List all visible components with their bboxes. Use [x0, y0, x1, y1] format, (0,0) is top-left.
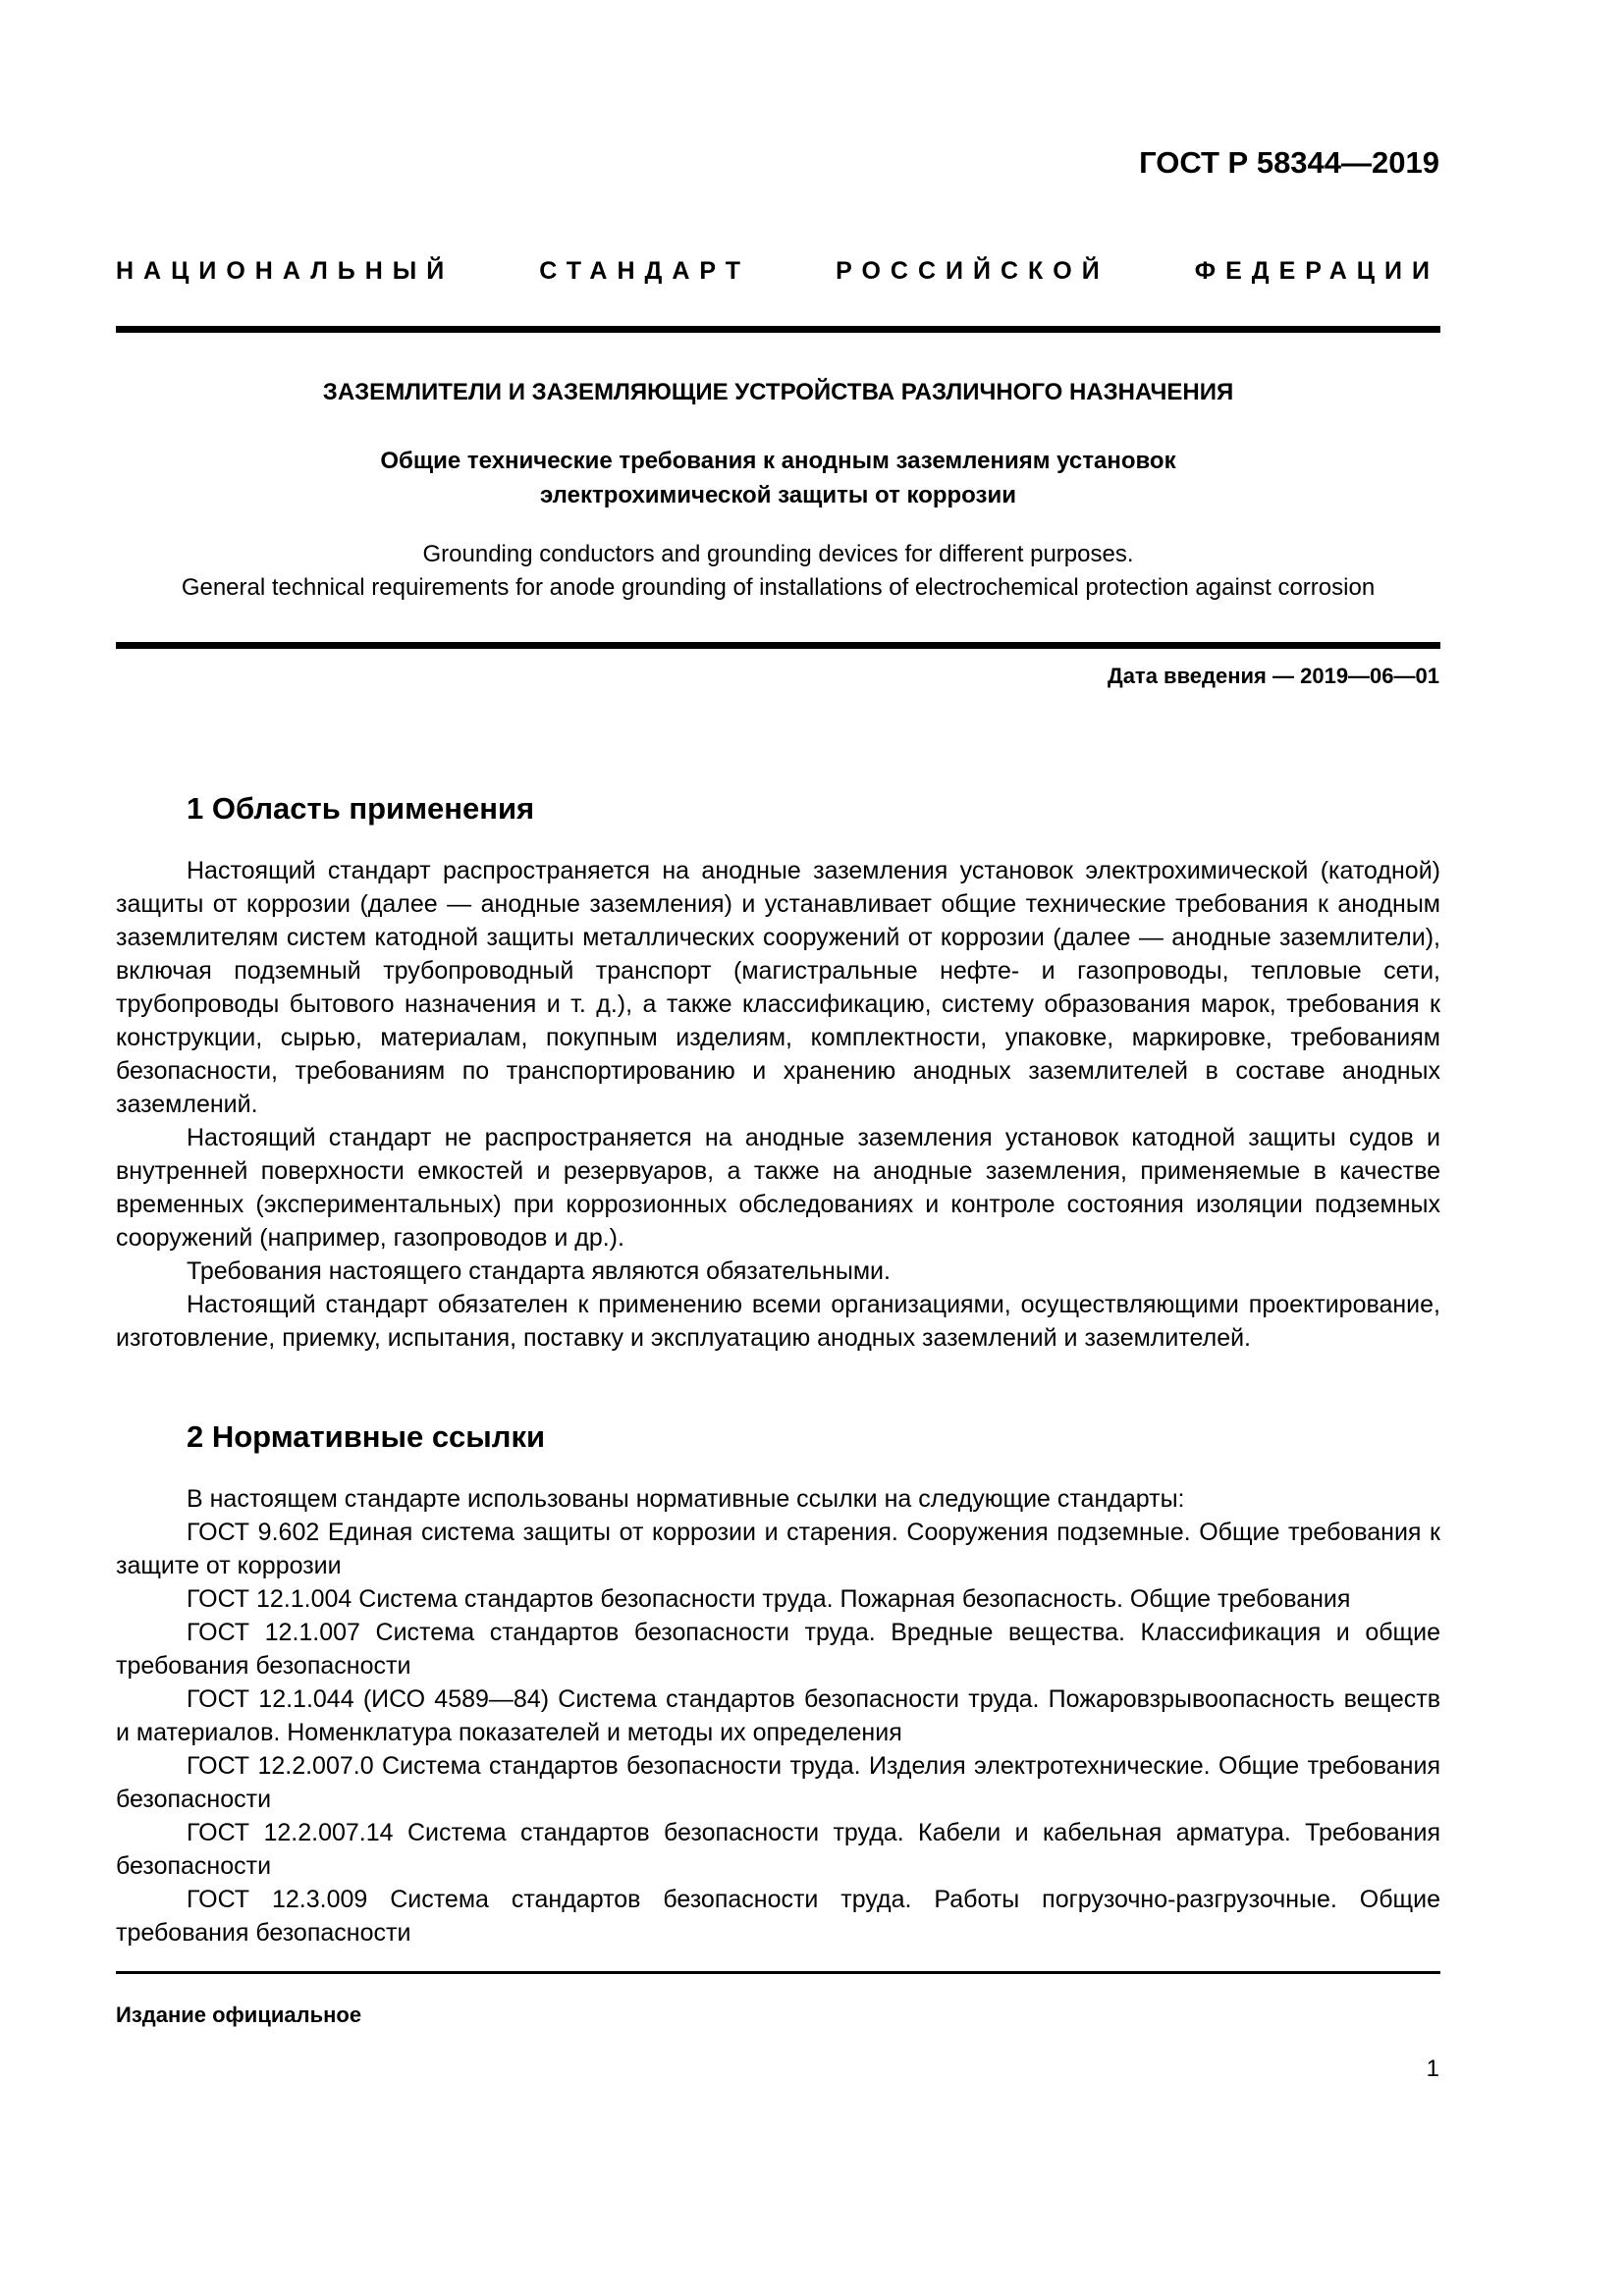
national-standard-banner: НАЦИОНАЛЬНЫЙ СТАНДАРТ РОССИЙСКОЙ ФЕДЕРАЦИИ: [116, 257, 1439, 285]
introduction-date: Дата введения — 2019—06—01: [1108, 664, 1439, 688]
english-title-line-2: General technical requirements for anode grounding of installations of electrochemical protection against corrosion: [181, 574, 1376, 601]
subtitle-line-1: Общие технические требования к анодным заземлениям установок: [380, 448, 1176, 474]
standard-code: ГОСТ Р 58344—2019: [1139, 145, 1439, 180]
normative-reference: ГОСТ 12.2.007.14 Система стандартов безопасности труда. Кабели и кабельная арматура. Требования безопасности: [116, 1819, 1440, 1880]
english-title: [116, 538, 1440, 605]
section-2-intro: В настоящем стандарте использованы нормативные ссылки на следующие стандарты:: [187, 1485, 1185, 1513]
subtitle-line-2: электрохимической защиты от коррозии: [540, 482, 1016, 508]
title-rule: [116, 642, 1440, 649]
section-1-heading: 1 Область применения: [187, 791, 535, 826]
header-rule: [116, 326, 1440, 333]
document-title: ЗАЗЕМЛИТЕЛИ И ЗАЗЕМЛЯЮЩИЕ УСТРОЙСТВА РАЗЛИЧНОГО НАЗНАЧЕНИЯ: [322, 379, 1234, 405]
section-1-paragraph-2: Настоящий стандарт не распространяется на анодные заземления установок катодной защиты судов и внутренней поверхности емкостей и резервуаров, а также на анодные заземления, применяемые в качестве временных (экспериментальных) при коррозионных обследованиях и контроле состояния изоляции подземных сооружений (например, газопроводов и др.).: [116, 1124, 1440, 1252]
normative-reference: ГОСТ 12.1.004 Система стандартов безопасности труда. Пожарная безопасность. Общие требования: [187, 1585, 1351, 1613]
page-number: 1: [1426, 2056, 1439, 2082]
normative-reference: ГОСТ 12.1.007 Система стандартов безопасности труда. Вредные вещества. Классификация и общие требования безопасности: [116, 1619, 1440, 1680]
normative-reference: ГОСТ 12.1.044 (ИСО 4589—84) Система стандартов безопасности труда. Пожаровзрывоопасность веществ и материалов. Номенклатура показателей и методы их определения: [116, 1685, 1440, 1746]
section-1-body: [116, 854, 1440, 1355]
normative-reference: ГОСТ 9.602 Единая система защиты от коррозии и старения. Сооружения подземные. Общие требования к защите от коррозии: [116, 1519, 1440, 1579]
normative-reference: ГОСТ 12.3.009 Система стандартов безопасности труда. Работы погрузочно-разгрузочные. Общие требования безопасности: [116, 1886, 1440, 1947]
section-1-paragraph-3: Требования настоящего стандарта являются обязательными.: [187, 1257, 891, 1285]
section-2-body: [116, 1482, 1440, 1949]
footer-rule: [116, 1971, 1440, 1974]
document-subtitle: [116, 444, 1440, 512]
section-1-paragraph-1: Настоящий стандарт распространяется на анодные заземления установок электрохимической (катодной) защиты от коррозии (далее — анодные заземления) и устанавливает общие технические требования к анодным заземлителям систем катодной защиты металлических сооружений от коррозии (далее — анодные заземлители), включая подземный трубопроводный транспорт (магистральные нефте- и газопроводы, тепловые сети, трубопроводы бытового назначения и т. д.), а также классификацию, систему образования марок, требования к конструкции, сырью, материалам, покупным изделиям, комплектности, упаковке, маркировке, требованиям безопасности, требованиям по транспортированию и хранению анодных заземлителей в составе анодных заземлений.: [116, 857, 1440, 1118]
section-1-paragraph-4: Настоящий стандарт обязателен к применению всеми организациями, осуществляющими проектирование, изготовление, приемку, испытания, поставку и эксплуатацию анодных заземлений и заземлителей.: [116, 1291, 1440, 1352]
official-edition-label: Издание официальное: [116, 2002, 362, 2027]
normative-reference: ГОСТ 12.2.007.0 Система стандартов безопасности труда. Изделия электротехнические. Общие требования безопасности: [116, 1752, 1440, 1813]
section-2-heading: 2 Нормативные ссылки: [187, 1419, 546, 1454]
english-title-line-1: Grounding conductors and grounding devices for different purposes.: [422, 541, 1134, 567]
